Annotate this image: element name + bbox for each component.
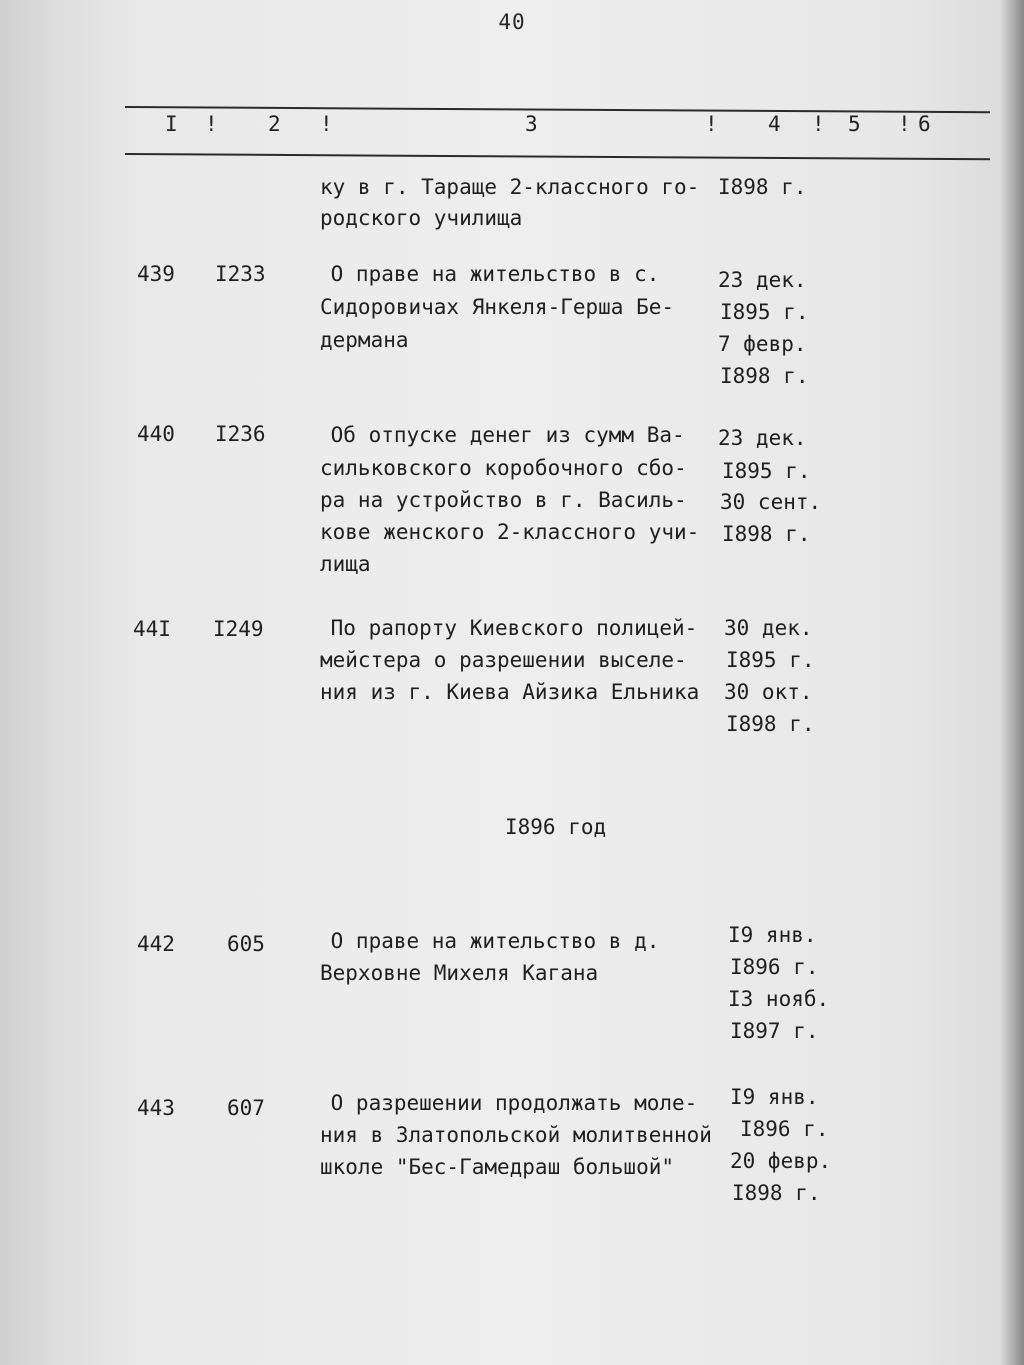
entry-case-number: I249 [213, 617, 264, 641]
header-sep-5: ! [898, 112, 911, 136]
header-sep-4: ! [812, 112, 825, 136]
entry-date: I9 янв. [730, 1085, 819, 1109]
entry-title-line: дермана [320, 328, 409, 352]
entry-title-line: ра на устройство в г. Василь- [320, 488, 687, 512]
entry-title-line: кове женского 2-классного учи- [320, 520, 700, 544]
entry-title-line: сильковского коробочного сбо- [320, 456, 687, 480]
entry-date: I898 г. [722, 522, 811, 546]
entry-date: I3 нояб. [728, 987, 830, 1011]
header-col-3: 3 [525, 112, 538, 136]
entry-date: I9 янв. [728, 923, 817, 947]
entry-number: 440 [137, 422, 175, 446]
entry-title-line: Об отпуске денег из сумм Ва- [318, 423, 685, 447]
entry-date: 23 дек. [718, 268, 807, 292]
entry-number: 44I [133, 617, 171, 641]
entry-date: I898 г. [726, 712, 815, 736]
entry-number: 442 [137, 932, 175, 956]
page-number: 40 [498, 10, 526, 34]
entry-date: 23 дек. [718, 426, 807, 450]
entry-case-number: I233 [215, 262, 266, 286]
page-edge-shadow [1000, 0, 1024, 1365]
entry-date: I898 г. [718, 175, 807, 199]
entry-date: 30 окт. [724, 680, 813, 704]
entry-date: 7 февр. [718, 332, 807, 356]
entry-title-line: Верховне Михеля Кагана [320, 961, 599, 985]
entry-case-number: 607 [227, 1096, 265, 1120]
entry-number: 439 [137, 262, 175, 286]
entry-date: I895 г. [726, 648, 815, 672]
entry-title-line: школе "Бес-Гамедраш большой" [320, 1155, 675, 1179]
entry-title-line: О разрешении продолжать моле- [318, 1091, 698, 1115]
header-sep-3: ! [705, 112, 718, 136]
entry-date: I897 г. [730, 1019, 819, 1043]
entry-title-line: родского училища [320, 206, 523, 230]
header-col-1: I [165, 112, 178, 136]
entry-title-line: О праве на жительство в д. [318, 929, 660, 953]
entry-date: 20 февр. [730, 1149, 832, 1173]
entry-date: I896 г. [740, 1117, 829, 1141]
entry-date: 30 дек. [724, 616, 813, 640]
entry-date: 30 сент. [720, 490, 822, 514]
entry-case-number: 605 [227, 932, 265, 956]
header-sep-1: ! [205, 112, 218, 136]
entry-title-line: мейстера о разрешении выселе- [320, 648, 687, 672]
header-col-4: 4 [768, 112, 781, 136]
entry-date: I896 г. [730, 955, 819, 979]
header-col-2: 2 [268, 112, 281, 136]
year-heading: I896 год [505, 815, 607, 839]
entry-title-line: лища [320, 552, 371, 576]
entry-date: I898 г. [732, 1181, 821, 1205]
entry-date: I895 г. [722, 459, 811, 483]
header-col-5: 5 [848, 112, 861, 136]
entry-number: 443 [137, 1096, 175, 1120]
entry-title-line: О праве на жительство в с. [318, 262, 660, 286]
header-sep-2: ! [320, 112, 333, 136]
entry-date: I895 г. [720, 300, 809, 324]
entry-title-line: ку в г. Тараще 2-классного го- [320, 175, 700, 199]
entry-title-line: Сидоровичах Янкеля-Герша Бе- [320, 295, 675, 319]
header-col-6: 6 [918, 112, 931, 136]
entry-date: I898 г. [720, 364, 809, 388]
entry-title-line: ния в Златопольской молитвенной [320, 1123, 712, 1147]
header-rule-bottom [125, 153, 990, 160]
entry-title-line: ния из г. Киева Айзика Ельника [320, 680, 700, 704]
entry-case-number: I236 [215, 422, 266, 446]
entry-title-line: По рапорту Киевского полицей- [318, 616, 698, 640]
